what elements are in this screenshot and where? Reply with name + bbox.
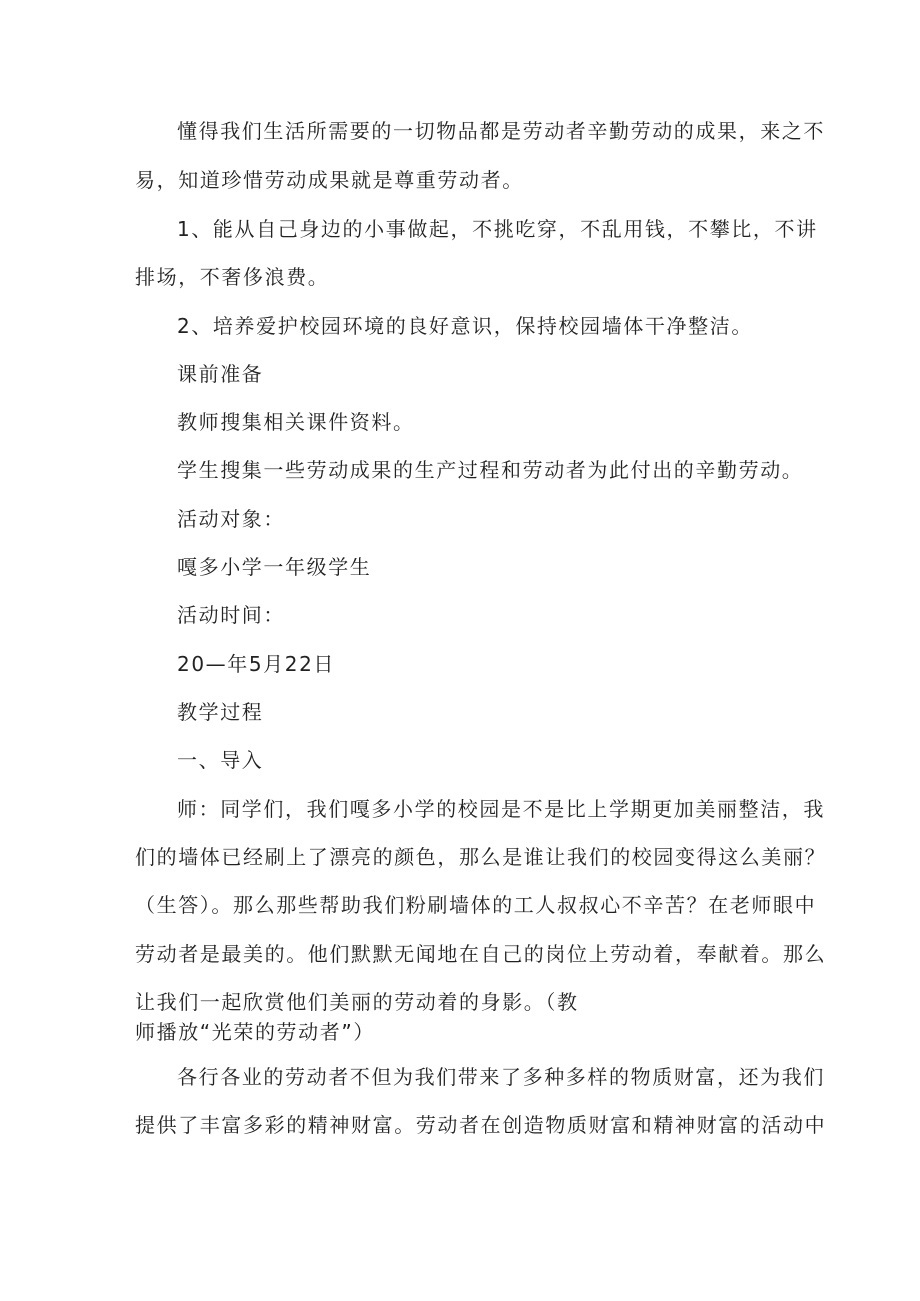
paragraph-line: 2、培养爱护校园环境的良好意识，保持校园墙体干净整洁。 — [177, 314, 753, 338]
paragraph-line: 20—年5月22日 — [177, 652, 336, 676]
paragraph-line: 学生搜集一些劳动成果的生产过程和劳动者为此付出的辛勤劳动。 — [177, 458, 804, 482]
section-heading: 课前准备 — [177, 362, 264, 386]
section-heading: 活动对象： — [177, 507, 285, 531]
paragraph-line: 1、能从自己身边的小事做起，不挑吃穿，不乱用钱，不攀比，不讲 — [177, 217, 818, 241]
section-heading: 一、导入 — [177, 748, 264, 772]
paragraph-line: 排场，不奢侈浪费。 — [135, 265, 330, 289]
paragraph-line: 懂得我们生活所需要的一切物品都是劳动者辛勤劳动的成果，来之不 — [177, 119, 825, 143]
paragraph-line: 易，知道珍惜劳动成果就是尊重劳动者。 — [135, 168, 524, 192]
paragraph-line: 师播放“光荣的劳动者”） — [135, 1020, 375, 1044]
section-heading: 教学过程 — [177, 700, 264, 724]
paragraph-line: 让我们一起欣赏他们美丽的劳动着的身影。（教 — [135, 990, 579, 1014]
paragraph-line: 教师搜集相关课件资料。 — [177, 410, 415, 434]
paragraph-line: 嘎多小学一年级学生 — [177, 555, 372, 579]
paragraph-line: 提供了丰富多彩的精神财富。劳动者在创造物质财富和精神财富的活动中 — [135, 1113, 827, 1137]
paragraph-line: （生答）。那么那些帮助我们粉刷墙体的工人叔叔心不辛苦？在老师眼中 — [135, 893, 817, 917]
section-heading: 活动时间： — [177, 603, 285, 627]
paragraph-line: 师：同学们，我们嘎多小学的校园是不是比上学期更加美丽整洁，我 — [177, 797, 825, 821]
paragraph-line: 劳动者是最美的。他们默默无闻地在自己的岗位上劳动着，奉献着。那么 — [135, 942, 827, 966]
paragraph-line: 们的墙体已经刷上了漂亮的颜色，那么是谁让我们的校园变得这么美丽？ — [135, 845, 827, 869]
paragraph-line: 各行各业的劳动者不但为我们带来了多种多样的物质财富，还为我们 — [177, 1065, 825, 1089]
